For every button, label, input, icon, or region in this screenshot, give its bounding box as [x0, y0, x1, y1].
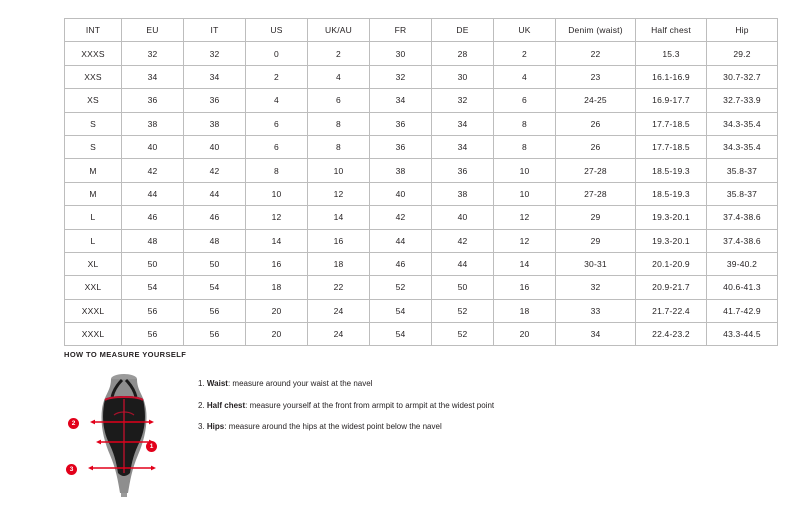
- cell-uk-au: 8: [308, 135, 370, 158]
- cell-denim-waist: 34: [556, 323, 636, 346]
- cell-it: 50: [184, 252, 246, 275]
- instruction-term: Hips: [206, 422, 225, 432]
- cell-it: 32: [184, 42, 246, 65]
- cell-int: M: [65, 159, 122, 182]
- cell-hip: 32.7-33.9: [707, 89, 778, 112]
- cell-us: 2: [246, 65, 308, 88]
- cell-it: 56: [184, 299, 246, 322]
- cell-us: 0: [246, 42, 308, 65]
- cell-us: 8: [246, 159, 308, 182]
- cell-int: S: [65, 135, 122, 158]
- cell-uk: 10: [494, 182, 556, 205]
- cell-eu: 56: [122, 323, 184, 346]
- cell-uk: 10: [494, 159, 556, 182]
- cell-hip: 41.7-42.9: [707, 299, 778, 322]
- cell-eu: 40: [122, 135, 184, 158]
- cell-denim-waist: 27-28: [556, 159, 636, 182]
- cell-us: 10: [246, 182, 308, 205]
- cell-fr: 42: [370, 206, 432, 229]
- cell-fr: 54: [370, 299, 432, 322]
- cell-eu: 44: [122, 182, 184, 205]
- cell-fr: 36: [370, 135, 432, 158]
- cell-denim-waist: 29: [556, 229, 636, 252]
- cell-us: 20: [246, 323, 308, 346]
- measure-badge-2: 2: [68, 418, 79, 429]
- column-header-eu: EU: [122, 19, 184, 42]
- cell-hip: 37.4-38.6: [707, 206, 778, 229]
- measure-badge-3: 3: [66, 464, 77, 475]
- cell-uk: 14: [494, 252, 556, 275]
- cell-it: 34: [184, 65, 246, 88]
- cell-uk: 20: [494, 323, 556, 346]
- cell-hip: 43.3-44.5: [707, 323, 778, 346]
- cell-it: 38: [184, 112, 246, 135]
- cell-uk-au: 18: [308, 252, 370, 275]
- cell-us: 16: [246, 252, 308, 275]
- instruction-text: : measure around the hips at the widest point below the navel: [224, 422, 442, 432]
- cell-uk-au: 4: [308, 65, 370, 88]
- cell-int: XL: [65, 252, 122, 275]
- cell-hip: 39-40.2: [707, 252, 778, 275]
- cell-denim-waist: 24-25: [556, 89, 636, 112]
- cell-eu: 32: [122, 42, 184, 65]
- cell-de: 52: [432, 299, 494, 322]
- column-header-half-chest: Half chest: [636, 19, 707, 42]
- cell-it: 42: [184, 159, 246, 182]
- cell-hip: 34.3-35.4: [707, 135, 778, 158]
- instruction-number: 2.: [198, 400, 207, 410]
- cell-uk: 2: [494, 42, 556, 65]
- cell-int: XXL: [65, 276, 122, 299]
- cell-it: 40: [184, 135, 246, 158]
- instruction-term: Half chest: [206, 400, 246, 410]
- cell-denim-waist: 26: [556, 112, 636, 135]
- cell-fr: 36: [370, 112, 432, 135]
- how-to-measure-body: [64, 369, 764, 499]
- cell-uk-au: 24: [308, 323, 370, 346]
- table-row: [65, 323, 778, 346]
- cell-it: 36: [184, 89, 246, 112]
- cell-int: M: [65, 182, 122, 205]
- cell-uk: 8: [494, 112, 556, 135]
- column-header-us: US: [246, 19, 308, 42]
- cell-int: L: [65, 206, 122, 229]
- cell-us: 4: [246, 89, 308, 112]
- cell-uk-au: 2: [308, 42, 370, 65]
- cell-uk-au: 10: [308, 159, 370, 182]
- cell-de: 28: [432, 42, 494, 65]
- cell-hip: 37.4-38.6: [707, 229, 778, 252]
- cell-half-chest: 18.5-19.3: [636, 159, 707, 182]
- instruction-text: : measure around your waist at the navel: [227, 379, 373, 388]
- cell-us: 20: [246, 299, 308, 322]
- cell-uk: 6: [494, 89, 556, 112]
- cell-half-chest: 17.7-18.5: [636, 112, 707, 135]
- cell-us: 12: [246, 206, 308, 229]
- column-header-denim-waist: Denim (waist): [556, 19, 636, 42]
- cell-it: 48: [184, 229, 246, 252]
- cell-denim-waist: 30-31: [556, 252, 636, 275]
- column-header-it: IT: [184, 19, 246, 42]
- cell-uk-au: 8: [308, 112, 370, 135]
- cell-denim-waist: 23: [556, 65, 636, 88]
- table-row: [65, 135, 778, 158]
- column-header-hip: Hip: [707, 19, 778, 42]
- cell-hip: 35.8-37: [707, 182, 778, 205]
- cell-denim-waist: 29: [556, 206, 636, 229]
- cell-denim-waist: 32: [556, 276, 636, 299]
- table-header-row: [65, 19, 778, 42]
- cell-us: 18: [246, 276, 308, 299]
- cell-uk: 16: [494, 276, 556, 299]
- table-row: [65, 159, 778, 182]
- cell-half-chest: 18.5-19.3: [636, 182, 707, 205]
- cell-half-chest: 19.3-20.1: [636, 229, 707, 252]
- cell-hip: 30.7-32.7: [707, 65, 778, 88]
- cell-half-chest: 22.4-23.2: [636, 323, 707, 346]
- cell-denim-waist: 33: [556, 299, 636, 322]
- cell-uk-au: 22: [308, 276, 370, 299]
- measure-instruction-3: [198, 422, 494, 432]
- instruction-text: : measure yourself at the front from armpit to armpit at the widest point: [245, 400, 495, 410]
- cell-half-chest: 15.3: [636, 42, 707, 65]
- cell-int: XXXL: [65, 299, 122, 322]
- cell-half-chest: 16.1-16.9: [636, 65, 707, 88]
- measure-instructions: [198, 369, 494, 444]
- cell-us: 6: [246, 135, 308, 158]
- table-row: [65, 206, 778, 229]
- cell-half-chest: 21.7-22.4: [636, 299, 707, 322]
- cell-fr: 34: [370, 89, 432, 112]
- cell-int: XXXS: [65, 42, 122, 65]
- measure-badge-1: 1: [146, 441, 157, 452]
- cell-eu: 34: [122, 65, 184, 88]
- cell-fr: 40: [370, 182, 432, 205]
- how-to-measure-title: HOW TO MEASURE YOURSELF: [64, 350, 187, 359]
- instruction-number: 3.: [198, 422, 207, 432]
- table-row: [65, 65, 778, 88]
- cell-hip: 35.8-37: [707, 159, 778, 182]
- cell-int: XXS: [65, 65, 122, 88]
- cell-half-chest: 19.3-20.1: [636, 206, 707, 229]
- how-to-measure-section: [64, 350, 764, 499]
- cell-half-chest: 20.9-21.7: [636, 276, 707, 299]
- cell-eu: 38: [122, 112, 184, 135]
- cell-fr: 52: [370, 276, 432, 299]
- cell-eu: 48: [122, 229, 184, 252]
- cell-it: 54: [184, 276, 246, 299]
- table-row: [65, 112, 778, 135]
- cell-us: 14: [246, 229, 308, 252]
- cell-eu: 42: [122, 159, 184, 182]
- cell-uk: 4: [494, 65, 556, 88]
- cell-fr: 32: [370, 65, 432, 88]
- cell-de: 42: [432, 229, 494, 252]
- cell-hip: 34.3-35.4: [707, 112, 778, 135]
- cell-uk-au: 6: [308, 89, 370, 112]
- cell-it: 44: [184, 182, 246, 205]
- table-row: [65, 42, 778, 65]
- cell-uk: 12: [494, 206, 556, 229]
- cell-de: 40: [432, 206, 494, 229]
- cell-uk: 8: [494, 135, 556, 158]
- cell-de: 50: [432, 276, 494, 299]
- cell-fr: 54: [370, 323, 432, 346]
- cell-it: 46: [184, 206, 246, 229]
- column-header-uk-au: UK/AU: [308, 19, 370, 42]
- cell-de: 34: [432, 112, 494, 135]
- cell-half-chest: 17.7-18.5: [636, 135, 707, 158]
- cell-hip: 40.6-41.3: [707, 276, 778, 299]
- cell-denim-waist: 22: [556, 42, 636, 65]
- cell-uk-au: 14: [308, 206, 370, 229]
- cell-uk-au: 24: [308, 299, 370, 322]
- mannequin-figure: [64, 369, 184, 499]
- cell-fr: 46: [370, 252, 432, 275]
- cell-de: 52: [432, 323, 494, 346]
- cell-hip: 29.2: [707, 42, 778, 65]
- cell-de: 36: [432, 159, 494, 182]
- table-row: [65, 182, 778, 205]
- mannequin-illustration: [64, 369, 184, 499]
- cell-half-chest: 20.1-20.9: [636, 252, 707, 275]
- table-row: [65, 252, 778, 275]
- cell-uk: 18: [494, 299, 556, 322]
- cell-uk: 12: [494, 229, 556, 252]
- cell-fr: 38: [370, 159, 432, 182]
- cell-de: 38: [432, 182, 494, 205]
- cell-half-chest: 16.9-17.7: [636, 89, 707, 112]
- measure-instruction-1: [198, 379, 494, 389]
- cell-denim-waist: 26: [556, 135, 636, 158]
- cell-de: 44: [432, 252, 494, 275]
- cell-eu: 46: [122, 206, 184, 229]
- cell-eu: 54: [122, 276, 184, 299]
- instruction-number: 1.: [198, 379, 207, 388]
- column-header-int: INT: [65, 19, 122, 42]
- cell-fr: 44: [370, 229, 432, 252]
- cell-it: 56: [184, 323, 246, 346]
- column-header-de: DE: [432, 19, 494, 42]
- table-row: [65, 299, 778, 322]
- cell-int: S: [65, 112, 122, 135]
- cell-eu: 36: [122, 89, 184, 112]
- measure-instruction-2: [198, 401, 494, 411]
- cell-us: 6: [246, 112, 308, 135]
- cell-int: XXXL: [65, 323, 122, 346]
- table-row: [65, 229, 778, 252]
- cell-denim-waist: 27-28: [556, 182, 636, 205]
- cell-uk-au: 12: [308, 182, 370, 205]
- table-row: [65, 89, 778, 112]
- size-conversion-table: [64, 18, 778, 346]
- column-header-fr: FR: [370, 19, 432, 42]
- column-header-uk: UK: [494, 19, 556, 42]
- cell-de: 34: [432, 135, 494, 158]
- cell-de: 30: [432, 65, 494, 88]
- cell-eu: 56: [122, 299, 184, 322]
- cell-de: 32: [432, 89, 494, 112]
- instruction-term: Waist: [206, 379, 228, 388]
- cell-fr: 30: [370, 42, 432, 65]
- cell-eu: 50: [122, 252, 184, 275]
- table-row: [65, 276, 778, 299]
- cell-int: L: [65, 229, 122, 252]
- cell-uk-au: 16: [308, 229, 370, 252]
- cell-int: XS: [65, 89, 122, 112]
